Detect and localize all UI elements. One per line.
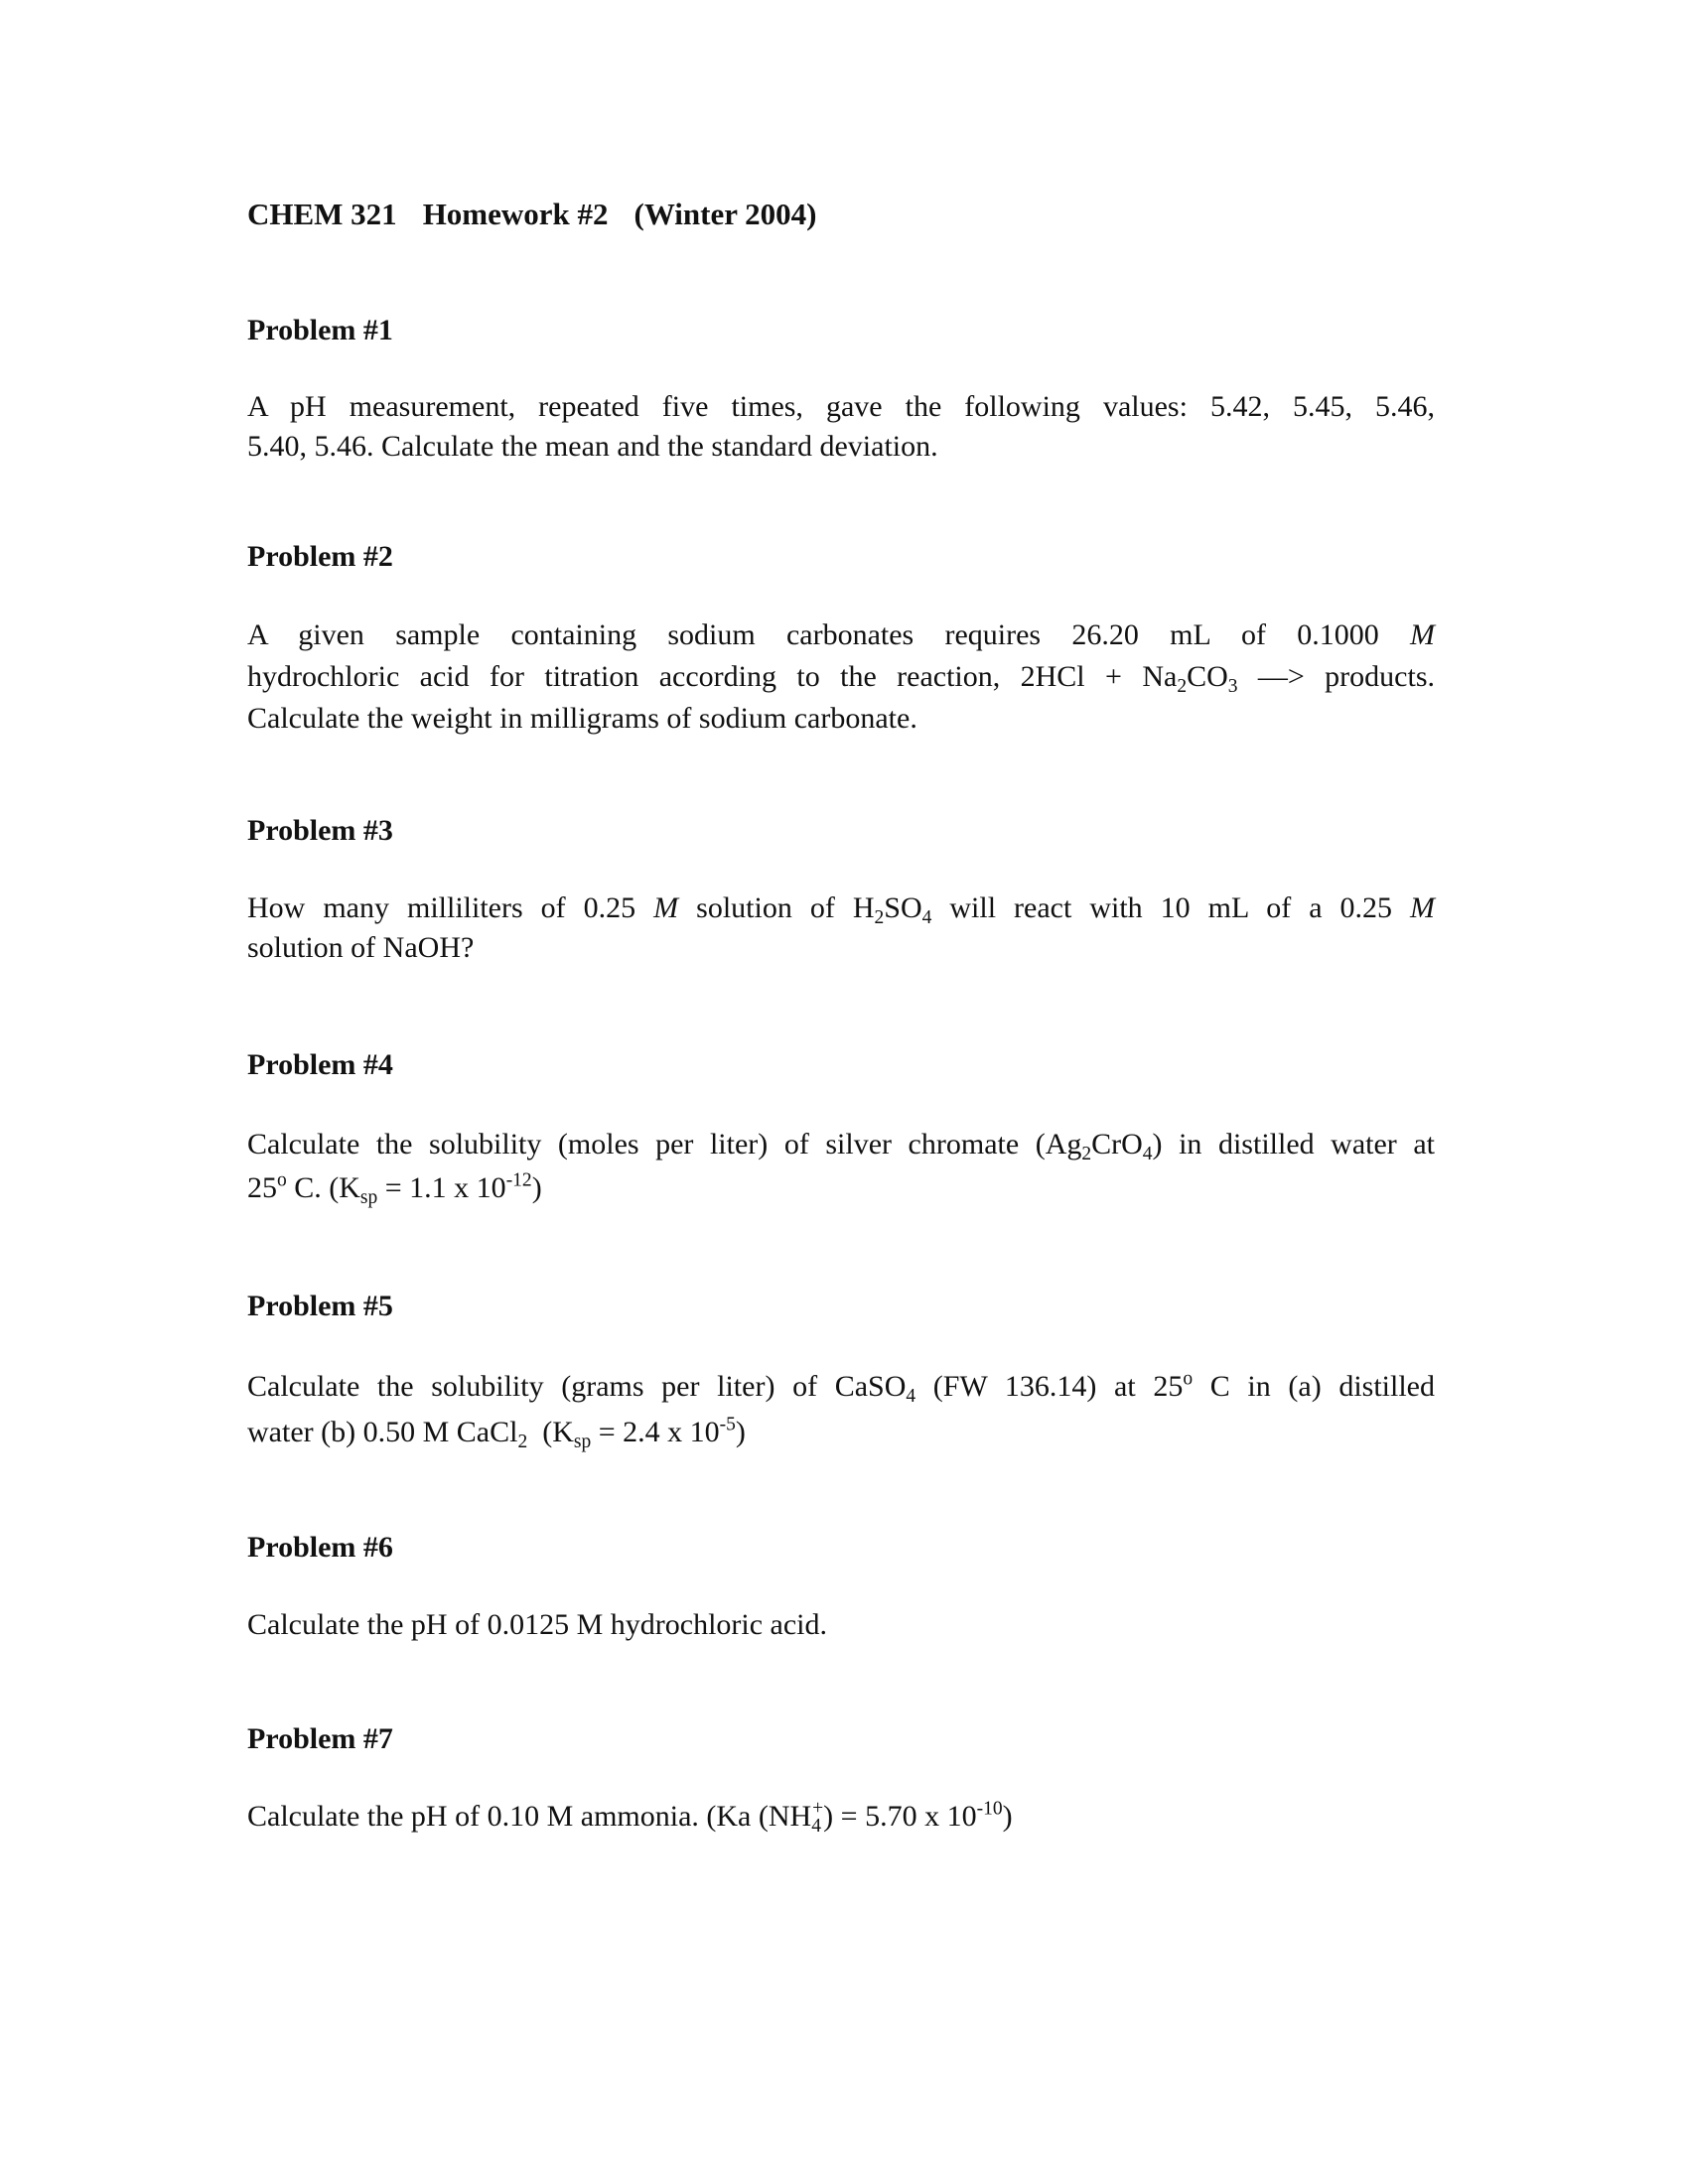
problem-line: How many milliliters of 0.25 M solution of $H_2SO_4$ will react with 10 mL of a 0.25 M <box>247 891 1436 928</box>
problem-line: 25$^o$ C. ($K_{sp} = 1.1$ x $10^{-12}$) <box>247 1169 542 1208</box>
problem-line: A given sample containing sodium carbonates requires 26.20 mL of 0.1000 M <box>247 618 1436 651</box>
problem-line: solution of NaOH? <box>247 931 475 964</box>
problem-7 <box>247 1719 1435 1837</box>
problem-line: Calculate the weight in milligrams of sodium carbonate. <box>247 702 917 735</box>
problem-line: Calculate the pH of 0.0125 M hydrochloric acid. <box>247 1608 828 1641</box>
molarity-unit: M <box>1410 618 1436 651</box>
problem-text <box>247 1123 1435 1210</box>
problem-line: A pH measurement, repeated five times, gave the following values: 5.42, 5.45, 5.46, <box>247 390 1435 423</box>
problem-text <box>247 1797 1435 1837</box>
problem-heading: Problem #1 <box>247 314 393 346</box>
problem-4 <box>247 1045 1435 1210</box>
problem-5 <box>247 1287 1435 1455</box>
problem-text <box>247 614 1435 740</box>
problem-heading: Problem #6 <box>247 1531 393 1564</box>
problem-text <box>247 888 1435 968</box>
problem-1 <box>247 311 1435 467</box>
molarity-unit: M <box>653 891 679 924</box>
assignment-name: Homework #2 <box>422 197 609 231</box>
problem-text <box>247 1364 1435 1455</box>
problem-6 <box>247 1528 1435 1645</box>
problem-heading: Problem #5 <box>247 1290 393 1322</box>
problem-heading: Problem #2 <box>247 540 393 573</box>
problem-line: Calculate the solubility (moles per liter) of silver chromate $(Ag_2CrO_4)$ in distilled water at <box>247 1128 1436 1164</box>
problem-heading: Problem #3 <box>247 814 393 847</box>
term-label: (Winter 2004) <box>633 197 817 231</box>
problem-text <box>247 387 1435 467</box>
problem-text <box>247 1605 1435 1645</box>
problem-line: 5.40, 5.46. Calculate the mean and the standard deviation. <box>247 430 938 463</box>
problem-2 <box>247 537 1435 740</box>
course-code: CHEM 321 <box>247 197 397 231</box>
problem-heading: Problem #7 <box>247 1722 393 1755</box>
problem-line: water (b) 0.50 M CaCl$_2$ ($K_{sp} = 2.4$ x $10^{-5}$) <box>247 1414 746 1452</box>
problem-heading: Problem #4 <box>247 1048 393 1081</box>
molarity-unit: M <box>1410 891 1436 924</box>
document-title <box>247 195 1435 234</box>
problem-line: Calculate the pH of 0.10 M ammonia. (Ka $(NH_4^+) = 5.70$ x $10^{-10}$) <box>247 1798 1013 1837</box>
problem-line: Calculate the solubility (grams per liter) of CaSO$_4$ (FW 136.14) at 25$^o$ C in (a) distilled <box>247 1368 1435 1407</box>
problem-3 <box>247 811 1435 968</box>
problem-line: hydrochloric acid for titration according to the reaction, $2HCl + Na_2CO_3$ ––> products. <box>247 660 1435 697</box>
homework-page <box>247 195 1436 1837</box>
